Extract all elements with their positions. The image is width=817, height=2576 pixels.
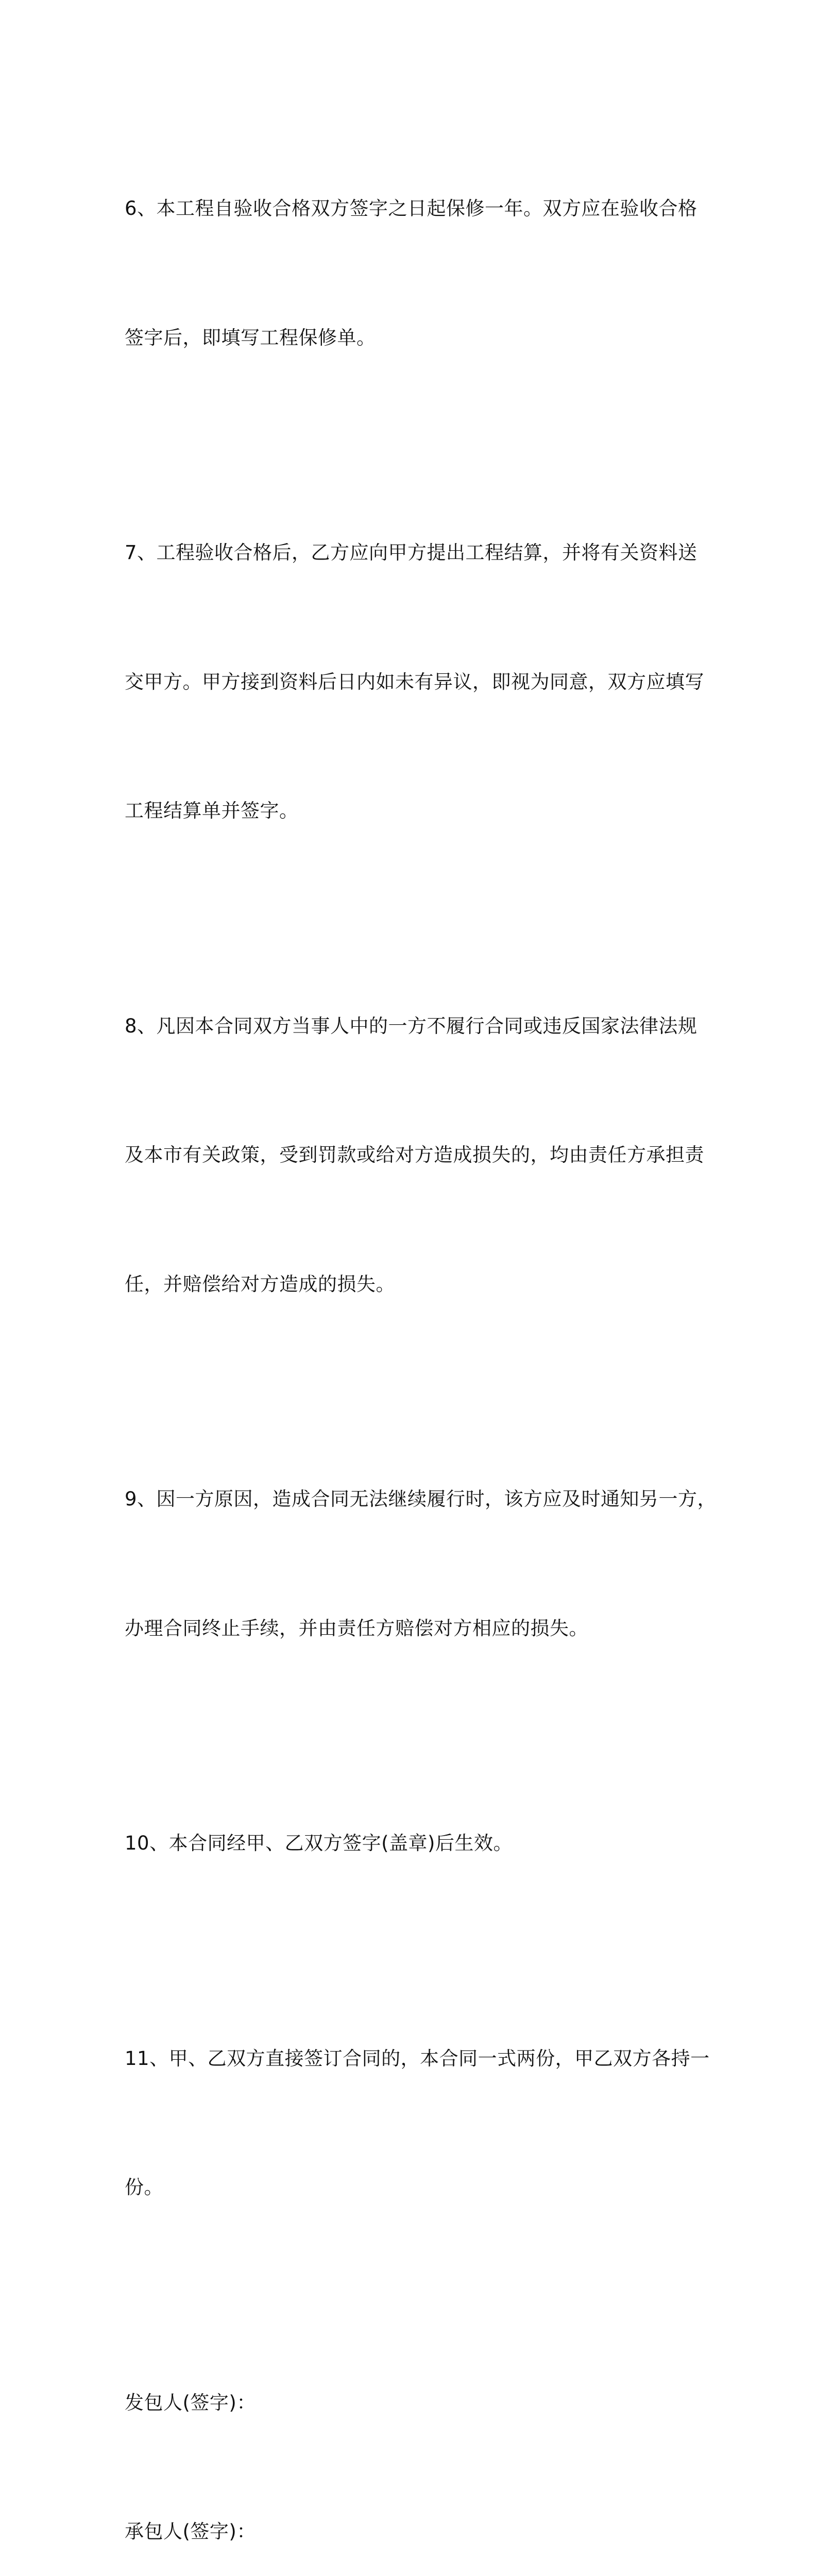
clause-8 — [125, 919, 707, 1392]
clause-6-line-1: 6、本工程自验收合格双方签字之日起保修一年。双方应在验收合格 — [125, 187, 707, 230]
clause-10-line-1: 10、本合同经甲、乙双方签字(盖章)后生效。 — [125, 1822, 707, 1865]
clause-9-line-1: 9、因一方原因，造成合同无法继续履行时，该方应及时通知另一方， — [125, 1478, 707, 1521]
clause-11 — [125, 1951, 707, 2295]
contractor-signature-label: 发包人(签字)： — [125, 2381, 707, 2425]
subcontractor-signature-label: 承包人(签字)： — [125, 2510, 707, 2553]
clause-11-line-2: 份。 — [125, 2166, 707, 2209]
clause-7-line-2: 交甲方。甲方接到资料后日内如未有异议，即视为同意，双方应填写 — [125, 660, 707, 704]
clause-7 — [125, 445, 707, 919]
contract-body — [125, 101, 707, 2576]
clause-11-line-1: 11、甲、乙双方直接签订合同的，本合同一式两份，甲乙双方各持一 — [125, 2037, 707, 2080]
clause-10 — [125, 1736, 707, 1951]
clause-7-line-3: 工程结算单并签字。 — [125, 789, 707, 833]
clause-8-line-1: 8、凡因本合同双方当事人中的一方不履行合同或违反国家法律法规 — [125, 1005, 707, 1048]
clause-7-line-1: 7、工程验收合格后，乙方应向甲方提出工程结算，并将有关资料送 — [125, 531, 707, 574]
clause-9 — [125, 1392, 707, 1736]
clause-8-line-2: 及本市有关政策，受到罚款或给对方造成损失的，均由责任方承担责 — [125, 1133, 707, 1177]
signature-block — [125, 2295, 707, 2576]
clause-6 — [125, 101, 707, 445]
clause-8-line-3: 任，并赔偿给对方造成的损失。 — [125, 1263, 707, 1306]
clause-6-line-2: 签字后，即填写工程保修单。 — [125, 316, 707, 360]
clause-9-line-2: 办理合同终止手续，并由责任方赔偿对方相应的损失。 — [125, 1607, 707, 1650]
document-page — [0, 0, 817, 1156]
